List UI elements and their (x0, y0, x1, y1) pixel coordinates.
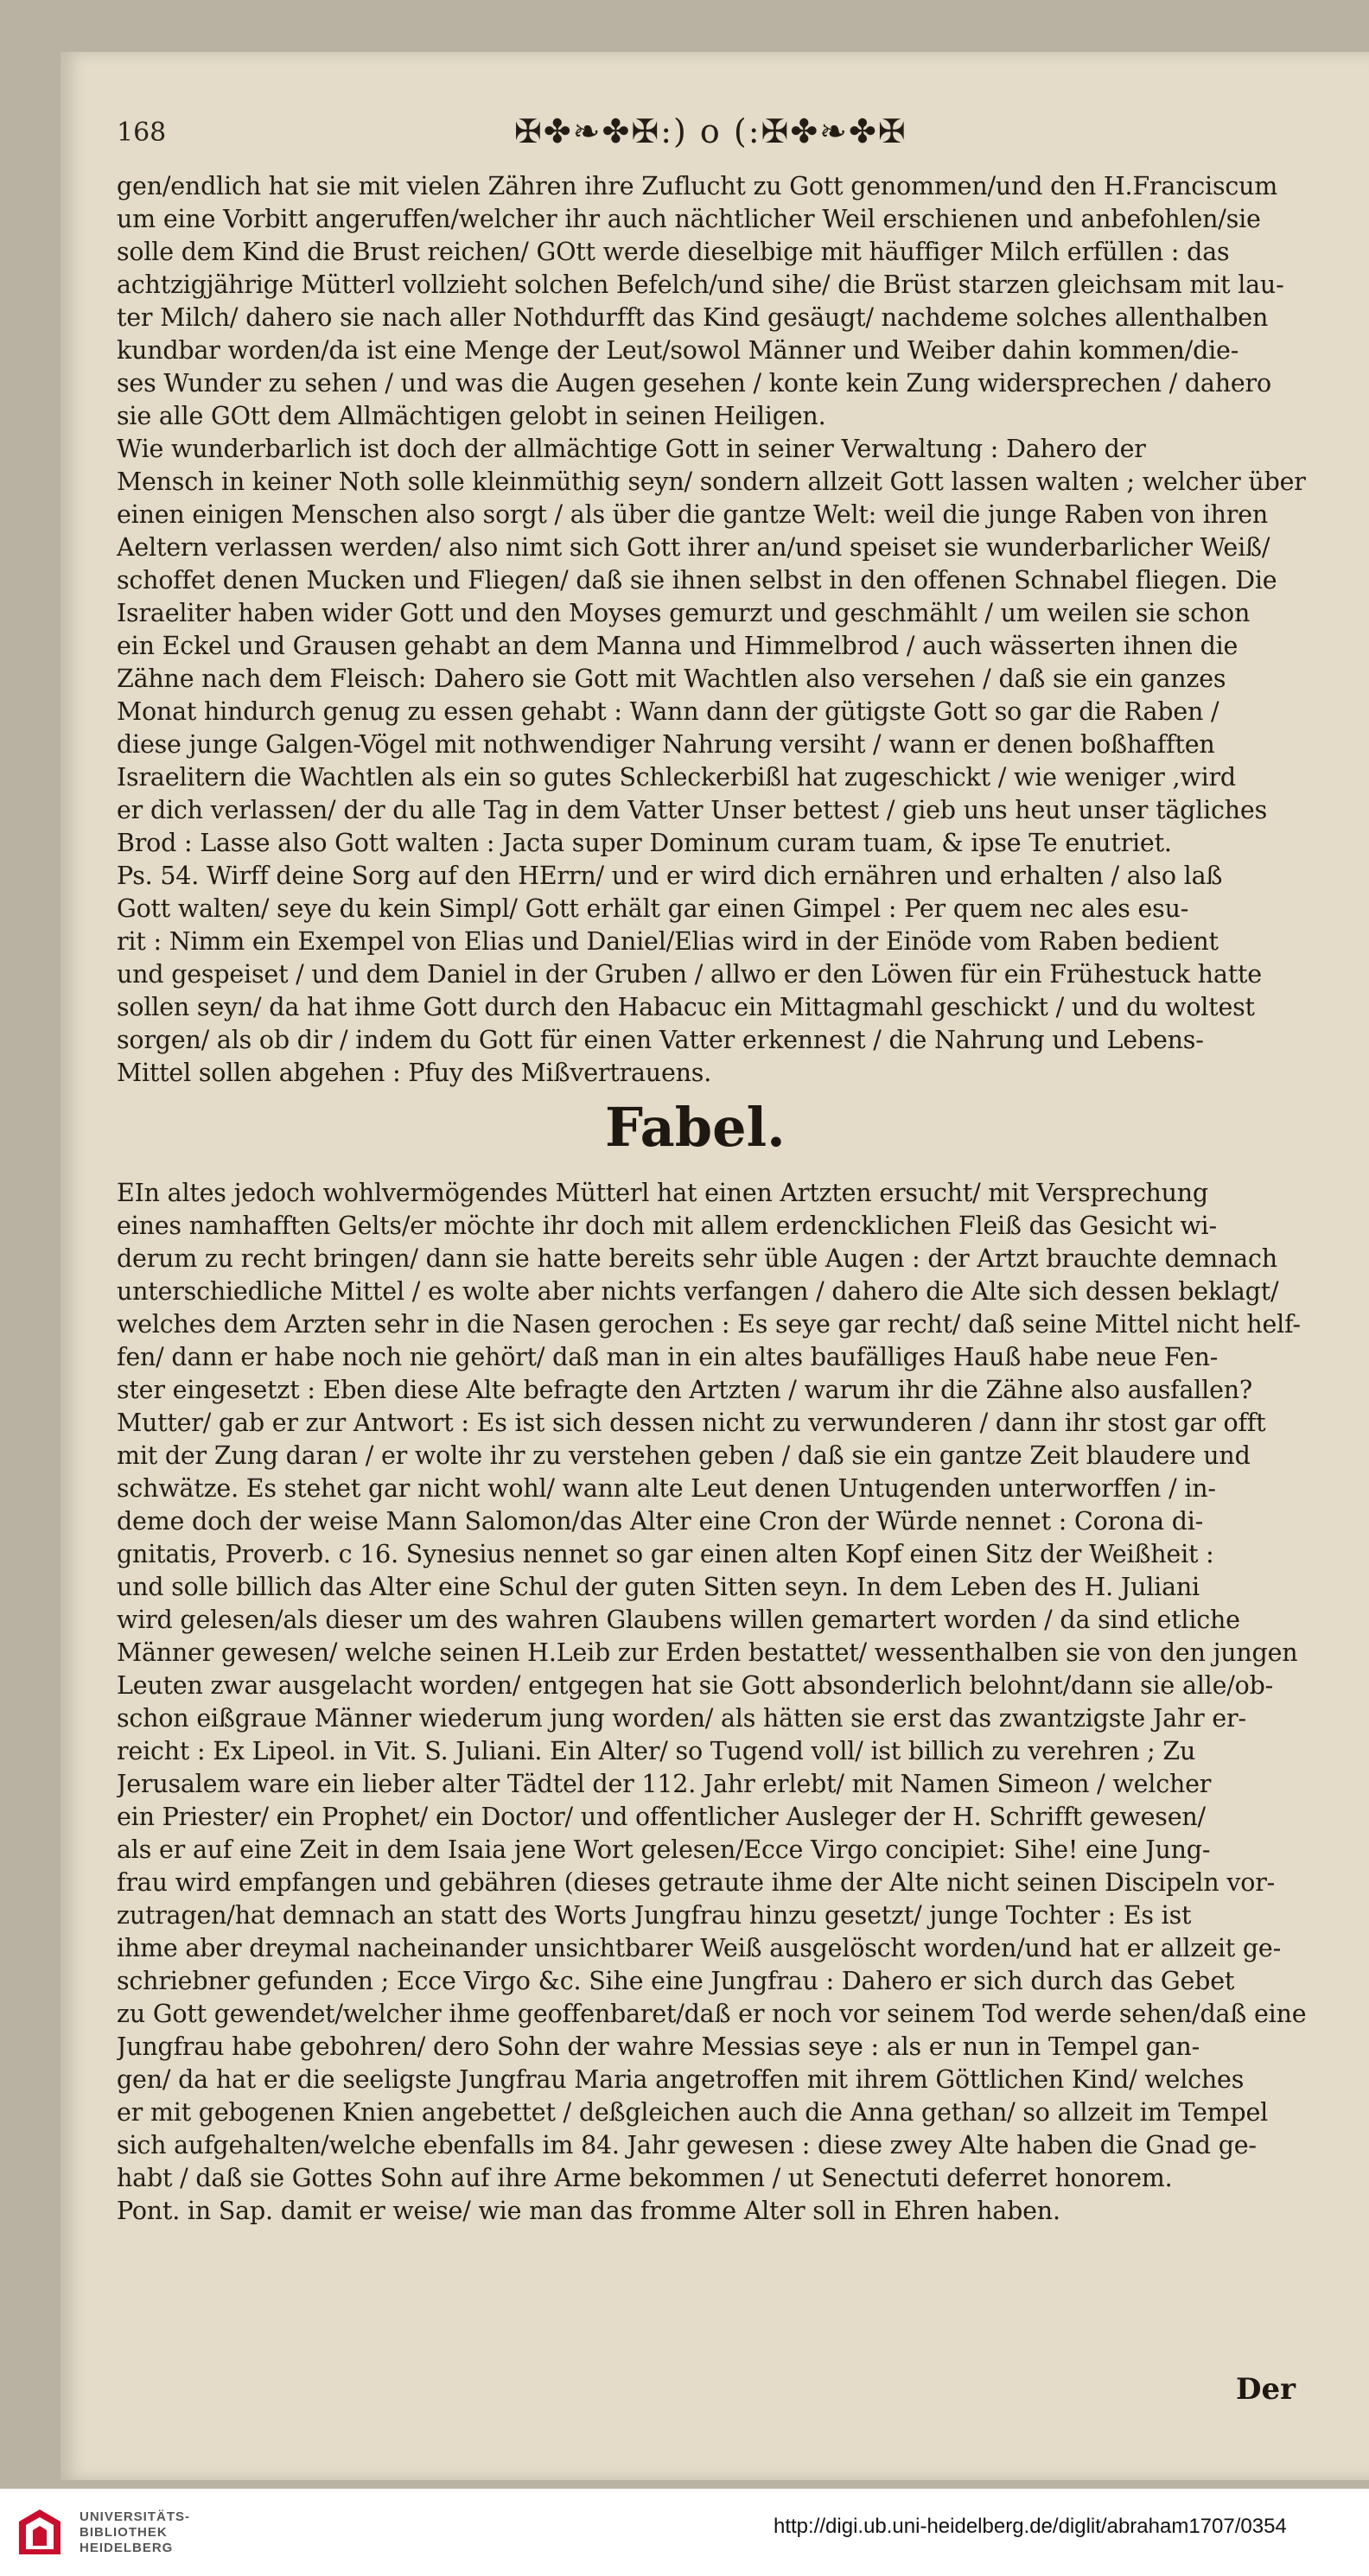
text-line: um eine Vorbitt angeruffen/welcher ihr auch nächtlicher Weil erschienen und anbefohlen/sie (117, 205, 1261, 233)
text-line: ster eingesetzt : Eben diese Alte befragte den Artzten / warum ihr die Zähne also ausfallen? (117, 1376, 1252, 1404)
text-line: deme doch der weise Mann Salomon/das Alter eine Cron der Würde nennet : Corona di- (117, 1507, 1204, 1536)
page-number: 168 (117, 118, 167, 148)
permalink-url[interactable]: http://digi.ub.uni-heidelberg.de/diglit/abraham1707/0354 (774, 2515, 1287, 2538)
text-line: kundbar worden/da ist eine Menge der Leut/sowol Männer und Weiber dahin kommen/die- (117, 336, 1239, 365)
text-line: er mit gebogenen Knien angebettet / deßgleichen auch die Anna gethan/ so allzeit im Tempel (117, 2098, 1269, 2127)
body-paragraph-1 (117, 170, 1366, 1090)
text-line: Monat hindurch genug zu essen gehabt : Wann dann der gütigste Gott so gar die Raben / (117, 697, 1219, 726)
section-title: Fabel. (605, 1096, 786, 1159)
text-line: und gespeiset / und dem Daniel in der Gruben / allwo er den Löwen für ein Frühestuck hatte (117, 960, 1262, 989)
text-line: einen einigen Menschen also sorgt / als über die gantze Welt: weil die junge Raben von ihren (117, 500, 1269, 529)
text-line: schoffet denen Mucken und Fliegen/ daß sie ihnen selbst in den offenen Schnabel fliegen. Die (117, 566, 1277, 595)
text-line: und solle billich das Alter eine Schul der guten Sitten seyn. In dem Leben des H. Juliani (117, 1573, 1200, 1601)
text-line: Mittel sollen abgehen : Pfuy des Mißvertrauens. (117, 1059, 712, 1087)
text-line: Jerusalem ware ein lieber alter Tädtel der 112. Jahr erlebt/ mit Namen Simeon / welcher (117, 1770, 1212, 1798)
text-line: sich aufgehalten/welche ebenfalls im 84. Jahr gewesen : diese zwey Alte haben die Gnad ge- (117, 2131, 1257, 2159)
library-logo-text (80, 2509, 190, 2556)
text-line: Leuten zwar ausgelacht worden/ entgegen hat sie Gott absonderlich belohnt/dann sie alle/ob- (117, 1671, 1274, 1700)
text-line: eines namhafften Gelts/er möchte ihr doch mit allem erdencklichen Fleiß das Gesicht wi- (117, 1212, 1217, 1240)
text-line: Wie wunderbarlich ist doch der allmächtige Gott in seiner Verwaltung : Dahero der (117, 435, 1146, 463)
text-line: derum zu recht bringen/ dann sie hatte bereits sehr üble Augen : der Artzt brauchte demnach (117, 1244, 1277, 1273)
university-seal-icon (16, 2506, 64, 2558)
text-line: achtzigjährige Mütterl vollzieht solchen Befelch/und sihe/ die Brüst starzen gleichsam mit lau- (117, 270, 1284, 299)
text-line: rit : Nimm ein Exempel von Elias und Daniel/Elias wird in der Einöde vom Raben bedient (117, 927, 1219, 956)
text-line: als er auf eine Zeit in dem Isaia jene Wort gelesen/Ecce Virgo concipiet: Sihe! eine Jung- (117, 1835, 1211, 1864)
text-line: zutragen/hat demnach an statt des Worts Jungfrau hinzu gesetzt/ junge Tochter : Es ist (117, 1901, 1192, 1930)
text-line: mit der Zung daran / er wolte ihr zu verstehen geben / daß sie ein gantze Zeit blaudere und (117, 1441, 1251, 1470)
text-line: Israeliter haben wider Gott und den Moyses gemurzt und geschmählt / um weilen sie schon (117, 599, 1251, 627)
header-ornament: ✠✤❧✤✠:) o (:✠✤❧✤✠ (514, 112, 907, 150)
text-line: unterschiedliche Mittel / es wolte aber nichts verfangen / dahero die Alte sich dessen beklagt/ (117, 1277, 1279, 1306)
logo-line-3: HEIDELBERG (80, 2541, 174, 2555)
logo-line-2: BIBLIOTHEK (80, 2525, 168, 2540)
text-line: schon eißgraue Männer wiederum jung worden/ als hätten sie erst das zwantzigste Jahr er- (117, 1704, 1246, 1733)
text-line: gen/endlich hat sie mit vielen Zähren ihre Zuflucht zu Gott genommen/und den H.Franciscum (117, 172, 1278, 200)
text-line: sie alle GOtt dem Allmächtigen gelobt in seinen Heiligen. (117, 402, 826, 430)
text-line: habt / daß sie Gottes Sohn auf ihre Arme bekommen / ut Senectuti deferret honorem. (117, 2164, 1173, 2192)
text-line: welches dem Arzten sehr in die Nasen gerochen : Es seye gar recht/ daß seine Mittel nicht helf- (117, 1310, 1301, 1339)
text-line: solle dem Kind die Brust reichen/ GOtt werde dieselbige mit häuffiger Milch erfüllen : das (117, 238, 1230, 266)
text-line: Jungfrau habe gebohren/ dero Sohn der wahre Messias seye : als er nun in Tempel gan- (117, 2032, 1200, 2061)
text-line: Zähne nach dem Fleisch: Dahero sie Gott mit Wachtlen also versehen / daß sie ein ganzes (117, 665, 1226, 693)
text-line: zu Gott gewendet/welcher ihme geoffenbaret/daß er noch vor seinem Tod werde sehen/daß eine (117, 2000, 1307, 2028)
text-line: gen/ da hat er die seeligste Jungfrau Maria angetroffen mit ihrem Göttlichen Kind/ welches (117, 2065, 1245, 2094)
text-line: sorgen/ als ob dir / indem du Gott für einen Vatter erkennest / die Nahrung und Lebens- (117, 1026, 1204, 1054)
catchword: Der (1236, 2372, 1296, 2407)
text-line: ses Wunder zu sehen / und was die Augen gesehen / konte kein Zung widersprechen / dahero (117, 369, 1271, 398)
text-line: schwätze. Es stehet gar nicht wohl/ wann alte Leut denen Untugenden unterworffen / in- (117, 1474, 1216, 1503)
viewer-footer (0, 2489, 1369, 2576)
text-line: Israelitern die Wachtlen als ein so gutes Schleckerbißl hat zugeschickt / wie weniger ,wird (117, 763, 1236, 792)
text-line: ein Eckel und Grausen gehabt an dem Manna und Himmelbrod / auch wässerten ihnen die (117, 632, 1238, 660)
text-line: wird gelesen/als dieser um des wahren Glaubens willen gemartert worden / da sind etliche (117, 1606, 1240, 1634)
page-header (117, 112, 1369, 164)
text-line: reicht : Ex Lipeol. in Vit. S. Juliani. Ein Alter/ so Tugend voll/ ist billich zu verehren ; Zu (117, 1737, 1196, 1765)
text-line: ihme aber dreymal nacheinander unsichtbarer Weiß ausgelöscht worden/und hat er allzeit ge- (117, 1934, 1281, 1962)
text-line: er dich verlassen/ der du alle Tag in dem Vatter Unser bettest / gieb uns heut unser tägliches (117, 796, 1267, 824)
text-line: EIn altes jedoch wohlvermögendes Mütterl hat einen Artzten ersucht/ mit Versprechung (117, 1179, 1208, 1207)
text-line: fen/ dann er habe noch nie gehört/ daß man in ein altes baufälliges Hauß habe neue Fen- (117, 1343, 1219, 1371)
logo-line-1: UNIVERSITÄTS- (80, 2509, 191, 2524)
text-line: Mutter/ gab er zur Antwort : Es ist sich dessen nicht zu verwunderen / dann ihr stost gar offt (117, 1409, 1266, 1437)
text-line: Männer gewesen/ welche seinen H.Leib zur Erden bestattet/ wessenthalben sie von den jungen (117, 1638, 1298, 1667)
text-line: Brod : Lasse also Gott walten : Jacta super Dominum curam tuam, & ipse Te enutriet. (117, 829, 1172, 857)
text-line: frau wird empfangen und gebähren (dieses getraute ihme der Alte nicht seinen Discipeln vor- (117, 1868, 1276, 1897)
text-line: Aeltern verlassen werden/ also nimt sich Gott ihrer an/und speiset sie wunderbarlicher Weiß/ (117, 533, 1270, 562)
text-line: sollen seyn/ da hat ihme Gott durch den Habacuc ein Mittagmahl geschickt / und du woltest (117, 993, 1255, 1021)
body-paragraph-2 (117, 1177, 1366, 2228)
text-line: ein Priester/ ein Prophet/ ein Doctor/ und offentlicher Ausleger der H. Schrifft gewesen/ (117, 1803, 1206, 1831)
text-line: Pont. in Sap. damit er weise/ wie man das fromme Alter soll in Ehren haben. (117, 2197, 1060, 2225)
text-line: ter Milch/ dahero sie nach aller Nothdurfft das Kind gesäugt/ nachdeme solches allenthalben (117, 303, 1269, 332)
text-line: Mensch in keiner Noth solle kleinmüthig seyn/ sondern allzeit Gott lassen walten ; welcher über (117, 467, 1306, 496)
text-line: gnitatis, Proverb. c 16. Synesius nennet so gar einen alten Kopf einen Sitz der Weißheit : (117, 1540, 1214, 1568)
text-line: Ps. 54. Wirff deine Sorg auf den HErrn/ und er wird dich ernähren und erhalten / also laß (117, 862, 1223, 890)
text-line: Gott walten/ seye du kein Simpl/ Gott erhält gar einen Gimpel : Per quem nec ales esu- (117, 894, 1189, 923)
text-line: schriebner gefunden ; Ecce Virgo &c. Sihe eine Jungfrau : Dahero er sich durch das Gebet (117, 1967, 1235, 1995)
text-line: diese junge Galgen-Vögel mit nothwendiger Nahrung versiht / wann er denen boßhafften (117, 730, 1215, 759)
